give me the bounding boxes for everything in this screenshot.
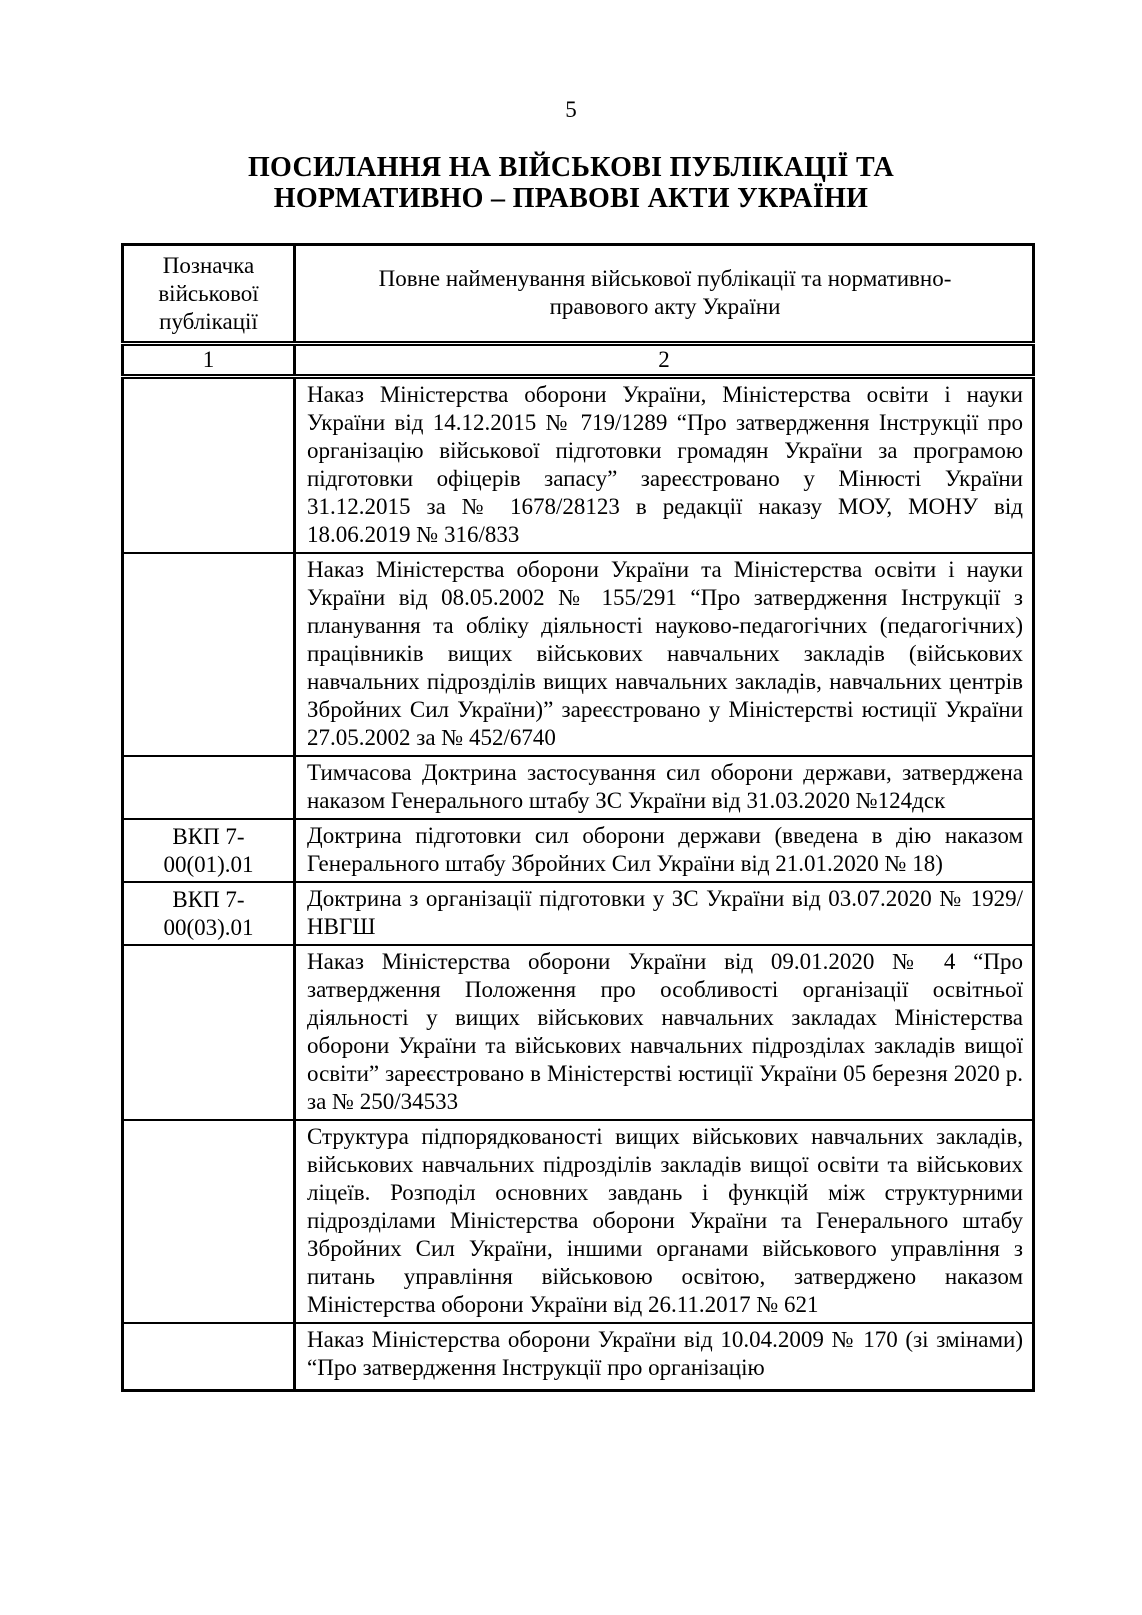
title-line-2: НОРМАТИВНО – ПРАВОВІ АКТИ УКРАЇНИ [273,183,869,214]
publication-text-cell: Структура підпорядкованості вищих військових навчальних закладів, військових навчальних підрозділів закладів вищої освіти та військових ліцеїв. Розподіл основних завдань і функцій між структурними підрозділами Міністерства оборони України та Генерального штабу Збройних Сил України, іншими органами військового управління з питань управління військовою освітою, затверджено наказом Міністерства оборони України від 26.11.2017 № 621 [295,1120,1034,1323]
publication-text-cell: Наказ Міністерства оборони України та Міністерства освіти і науки України від 08.05.2002 № 155/291 “Про затвердження Інструкції з планування та обліку діяльності науково-педагогічних (педагогічних) працівників вищих військових навчальних закладів (військових навчальних підрозділів вищих навчальних закладів, навчальних центрів Збройних Сил України)” зареєстровано у Міністерстві юстиції України 27.05.2002 за № 452/6740 [295,553,1034,756]
header-cell-publication-mark: Позначка військової публікації [123,245,295,344]
table-row-truncated [123,1323,1034,1391]
publication-text-cell: Наказ Міністерства оборони України від 09.01.2020 № 4 “Про затвердження Положення про особливості організації освітньої діяльності у вищих військових навчальних закладах Міністерства оборони України та військових навчальних підрозділах закладів вищої освіти” зареєстровано в Міністерстві юстиції України 05 березня 2020 р. за № 250/34533 [295,945,1034,1120]
document-title [0,152,1142,214]
table-row [123,756,1034,819]
header-full-name-line-1: Повне найменування військової публікації та нормативно- [378,266,952,291]
references-table [121,243,1035,1392]
title-line-1: ПОСИЛАННЯ НА ВІЙСЬКОВІ ПУБЛІКАЦІЇ ТА [247,152,895,183]
table-row [123,553,1034,756]
publication-mark-cell [123,756,295,819]
header-full-name-line-2: правового акту України [549,294,781,319]
publication-text-cell: Наказ Міністерства оборони України від 10.04.2009 № 170 (зі змінами) “Про затвердження Інструкції про організацію [295,1323,1034,1391]
publication-mark-cell [123,945,295,1120]
page-number: 5 [565,97,577,122]
column-number-1: 1 [123,344,295,377]
column-number-2: 2 [295,344,1034,377]
header-cell-full-name [295,245,1034,344]
publication-mark-cell: ВКП 7-00(01).01 [123,819,295,882]
table-row [123,882,1034,945]
publication-text-cell: Наказ Міністерства оборони України, Міністерства освіти і науки України від 14.12.2015 № 719/1289 “Про затвердження Інструкції про організацію військової підготовки громадян України за програмою підготовки офіцерів запасу” зареєстровано у Мінюсті України 31.12.2015 за № 1678/28123 в редакції наказу МОУ, МОНУ від 18.06.2019 № 316/833 [295,377,1034,554]
table-header-row [123,245,1034,344]
publication-text-cell: Доктрина з організації підготовки у ЗС України від 03.07.2020 № 1929/НВГШ [295,882,1034,945]
table-row [123,819,1034,882]
column-numbers-row [123,344,1034,377]
table-row [123,1120,1034,1323]
publication-mark-cell [123,377,295,554]
publication-mark-cell [123,553,295,756]
table-row [123,377,1034,554]
publication-mark-cell [123,1323,295,1391]
publication-text-cell: Доктрина підготовки сил оборони держави (введена в дію наказом Генерального штабу Збройних Сил України від 21.01.2020 № 18) [295,819,1034,882]
publication-mark-cell [123,1120,295,1323]
publication-text-cell: Тимчасова Доктрина застосування сил оборони держави, затверджена наказом Генерального штабу ЗС України від 31.03.2020 №124дск [295,756,1034,819]
publication-mark-cell: ВКП 7-00(03).01 [123,882,295,945]
table-row [123,945,1034,1120]
